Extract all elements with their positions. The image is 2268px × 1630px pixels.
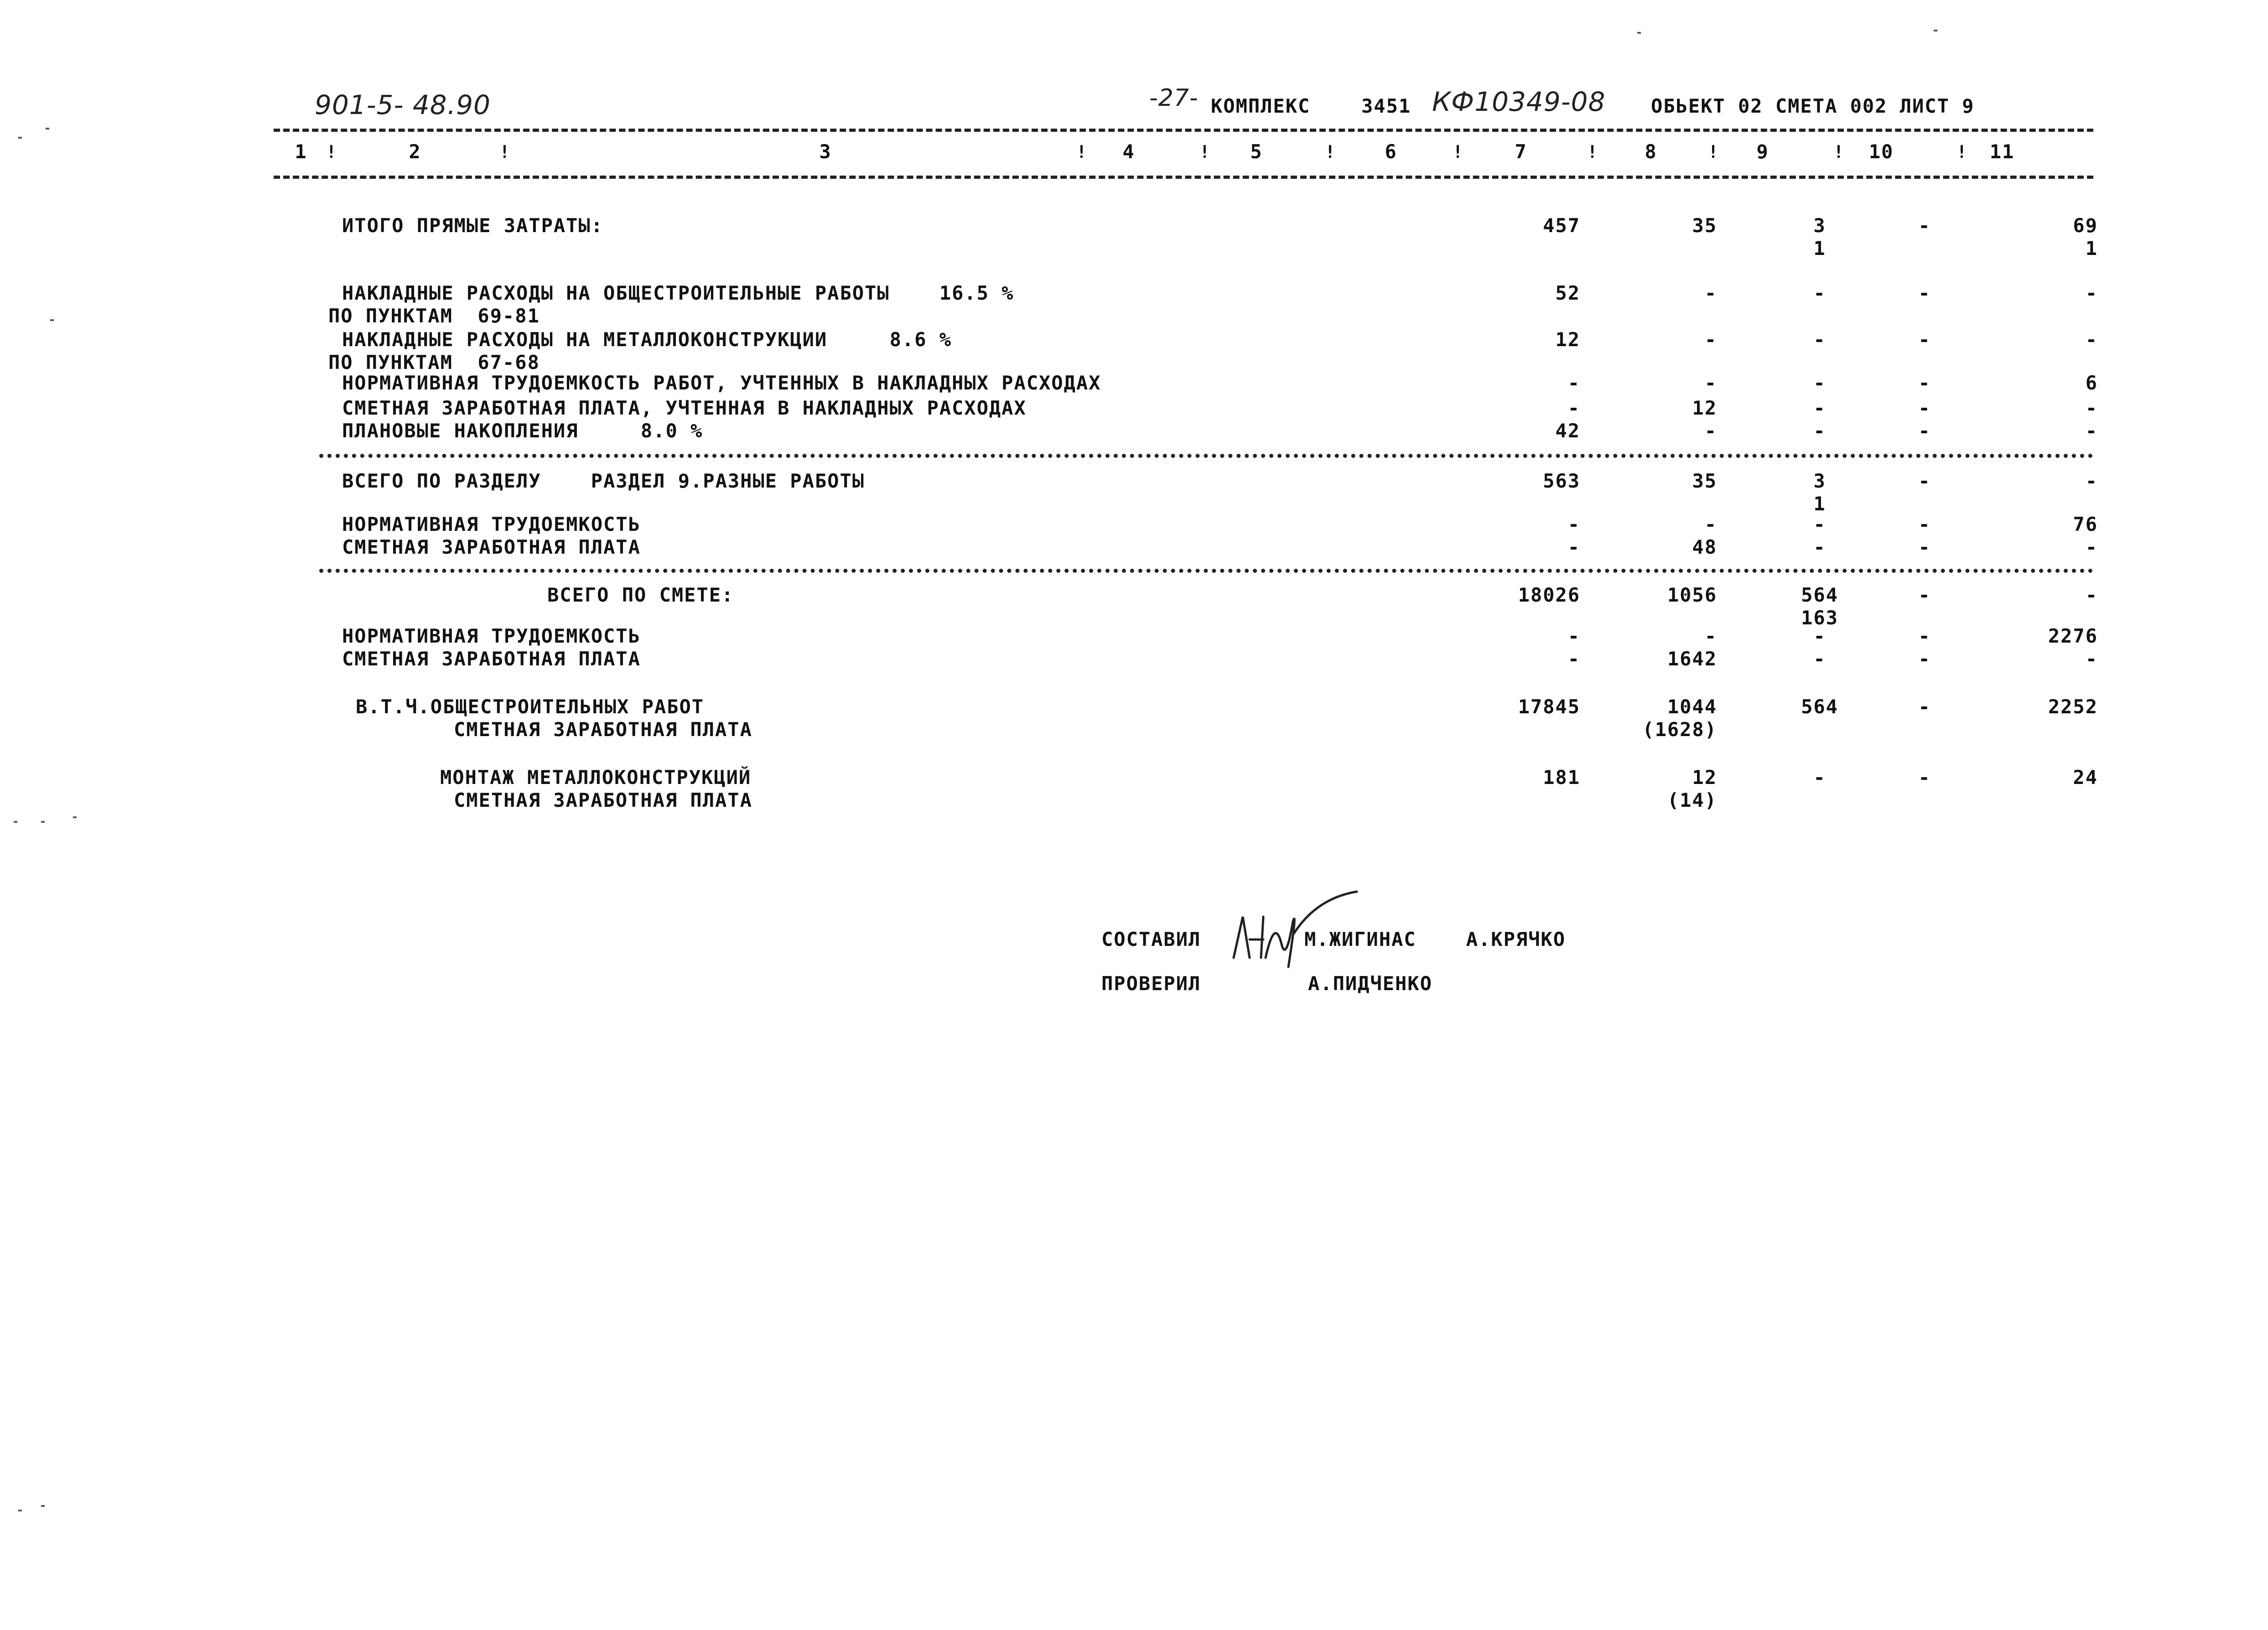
cell-col7: - — [1567, 536, 1580, 558]
cell-col9: - — [1813, 766, 1826, 789]
cell-col7: - — [1567, 397, 1580, 419]
cell-col7: 18026 — [1518, 584, 1580, 606]
cell-col9-sub: 1 — [1813, 237, 1826, 260]
cell-col10: - — [1918, 625, 1931, 647]
column-number: 2 — [409, 140, 421, 163]
cell-col8: 35 — [1692, 214, 1717, 237]
cell-col9: - — [1813, 648, 1826, 670]
column-number: 7 — [1515, 140, 1527, 163]
checked-by-label: ПРОВЕРИЛ — [1101, 972, 1201, 995]
cell-col11: - — [2085, 282, 2098, 304]
cell-col9: - — [1813, 536, 1826, 558]
cell-col8: 1642 — [1667, 648, 1717, 670]
cell-col8: 1044 — [1667, 696, 1717, 718]
page-number: -27- — [1149, 84, 1199, 112]
column-separator: ! — [499, 142, 510, 162]
cell-col9-sub: 163 — [1801, 607, 1838, 629]
cell-col9: - — [1813, 420, 1826, 442]
cell-col11: - — [2085, 420, 2098, 442]
column-separator: ! — [1833, 142, 1844, 162]
cell-col10: - — [1918, 584, 1931, 606]
row-label-continued: СМЕТНАЯ ЗАРАБОТНАЯ ПЛАТА — [454, 718, 753, 741]
cell-col8: - — [1704, 328, 1717, 351]
column-number: 5 — [1250, 140, 1263, 163]
cell-col11: 2252 — [2048, 696, 2098, 718]
row-label: НОРМАТИВНАЯ ТРУДОЕМКОСТЬ — [342, 625, 641, 647]
cell-col9: - — [1813, 282, 1826, 304]
column-separator: ! — [1587, 142, 1598, 162]
cell-col10: - — [1918, 766, 1931, 789]
row-label: ВСЕГО ПО РАЗДЕЛУ РАЗДЕЛ 9.РАЗНЫЕ РАБОТЫ — [342, 470, 865, 492]
cell-col10: - — [1918, 648, 1931, 670]
cell-col8-sub: (14) — [1667, 789, 1717, 811]
cell-col9: - — [1813, 513, 1826, 535]
cell-col11: - — [2085, 470, 2098, 492]
complex-number: 3451 — [1361, 95, 1412, 117]
compiled-by-names: М.ЖИГИНАС А.КРЯЧКО — [1304, 928, 1566, 950]
scan-speck — [18, 1510, 22, 1511]
cell-col8: - — [1704, 372, 1717, 394]
row-label: НОРМАТИВНАЯ ТРУДОЕМКОСТЬ РАБОТ, УЧТЕННЫХ В НАКЛАДНЫХ РАСХОДАХ — [342, 372, 1101, 394]
cell-col7: 181 — [1543, 766, 1580, 789]
row-label: СМЕТНАЯ ЗАРАБОТНАЯ ПЛАТА — [342, 536, 641, 558]
cell-col11: 2276 — [2048, 625, 2098, 647]
cell-col9: 3 — [1813, 470, 1826, 492]
cell-col11: - — [2085, 536, 2098, 558]
column-separator: ! — [1708, 142, 1718, 162]
row-label: МОНТАЖ МЕТАЛЛОКОНСТРУКЦИЙ — [440, 766, 752, 789]
handwritten-complex-code: КФ10349-08 — [1432, 86, 1606, 117]
cell-col11-sub: 1 — [2085, 237, 2098, 260]
cell-col7: - — [1567, 372, 1580, 394]
scan-speck — [50, 319, 54, 321]
scan-speck — [1637, 32, 1641, 34]
column-number: 10 — [1868, 140, 1894, 163]
cell-col8: - — [1704, 282, 1717, 304]
scan-speck — [73, 816, 77, 818]
cell-col10: - — [1918, 696, 1931, 718]
column-separator: ! — [326, 142, 337, 162]
scan-speck — [18, 137, 22, 139]
cell-col8: - — [1704, 625, 1717, 647]
cell-col8: - — [1704, 513, 1717, 535]
cell-col9: 564 — [1801, 584, 1838, 606]
cell-col7: 12 — [1555, 328, 1580, 351]
row-label: ПЛАНОВЫЕ НАКОПЛЕНИЯ 8.0 % — [342, 420, 703, 442]
cell-col9: - — [1813, 625, 1826, 647]
complex-label: КОМПЛЕКС — [1211, 95, 1311, 117]
column-number: 8 — [1645, 140, 1657, 163]
cell-col7: 563 — [1543, 470, 1580, 492]
scan-speck — [1934, 30, 1937, 31]
cell-col10: - — [1918, 536, 1931, 558]
cell-col7: - — [1567, 513, 1580, 535]
cell-col10: - — [1918, 282, 1931, 304]
cell-col7: 42 — [1555, 420, 1580, 442]
header-top-rule — [274, 129, 2093, 132]
cell-col11: 24 — [2073, 766, 2098, 789]
scan-speck — [41, 821, 45, 823]
row-label-continued: СМЕТНАЯ ЗАРАБОТНАЯ ПЛАТА — [454, 789, 753, 811]
scan-speck — [41, 1505, 45, 1507]
cell-col8: 12 — [1692, 397, 1717, 419]
cell-col7: 457 — [1543, 214, 1580, 237]
scan-speck — [14, 821, 17, 823]
column-number: 1 — [295, 140, 307, 163]
row-label: НОРМАТИВНАЯ ТРУДОЕМКОСТЬ — [342, 513, 641, 535]
cell-col8: 35 — [1692, 470, 1717, 492]
scan-speck — [46, 128, 49, 130]
cell-col7: - — [1567, 648, 1580, 670]
column-number: 6 — [1385, 140, 1397, 163]
cell-col8: 48 — [1692, 536, 1717, 558]
cell-col11: 6 — [2085, 372, 2098, 394]
cell-col11: - — [2085, 397, 2098, 419]
compiled-by-label: СОСТАВИЛ — [1101, 928, 1201, 950]
cell-col9: - — [1813, 328, 1826, 351]
cell-col10: - — [1918, 372, 1931, 394]
cell-col11: - — [2085, 328, 2098, 351]
row-label: НАКЛАДНЫЕ РАСХОДЫ НА МЕТАЛЛОКОНСТРУКЦИИ 8.6 % — [342, 328, 952, 351]
cell-col10: - — [1918, 420, 1931, 442]
header-bottom-rule — [274, 176, 2093, 179]
cell-col10: - — [1918, 328, 1931, 351]
cell-col9: - — [1813, 372, 1826, 394]
cell-col7: - — [1567, 625, 1580, 647]
row-label: В.Т.Ч.ОБЩЕСТРОИТЕЛЬНЫХ РАБОТ — [356, 696, 705, 718]
row-label: НАКЛАДНЫЕ РАСХОДЫ НА ОБЩЕСТРОИТЕЛЬНЫЕ РАБОТЫ 16.5 % — [342, 282, 1014, 304]
column-number: 3 — [819, 140, 832, 163]
row-label: ИТОГО ПРЯМЫЕ ЗАТРАТЫ: — [342, 214, 604, 237]
total-separator — [319, 569, 2093, 573]
cell-col8-sub: (1628) — [1642, 718, 1717, 741]
cell-col10: - — [1918, 513, 1931, 535]
column-separator: ! — [1325, 142, 1335, 162]
row-label-continued: ПО ПУНКТАМ 67-68 — [328, 351, 540, 374]
column-number: 11 — [1989, 140, 2015, 163]
cell-col8: 12 — [1692, 766, 1717, 789]
cell-col7: 52 — [1555, 282, 1580, 304]
cell-col10: - — [1918, 397, 1931, 419]
object-estimate-sheet: ОБЬЕКТ 02 СМЕТА 002 ЛИСТ 9 — [1651, 95, 1975, 117]
cell-col11: - — [2085, 584, 2098, 606]
column-number: 9 — [1756, 140, 1769, 163]
cell-col7: 17845 — [1518, 696, 1580, 718]
cell-col8: 1056 — [1667, 584, 1717, 606]
column-number: 4 — [1122, 140, 1135, 163]
cell-col11: 69 — [2073, 214, 2098, 237]
column-separator: ! — [1076, 142, 1087, 162]
row-label: СМЕТНАЯ ЗАРАБОТНАЯ ПЛАТА — [342, 648, 641, 670]
column-separator: ! — [1957, 142, 1967, 162]
checked-by-name: А.ПИДЧЕНКО — [1308, 972, 1432, 995]
row-label: СМЕТНАЯ ЗАРАБОТНАЯ ПЛАТА, УЧТЕННАЯ В НАКЛАДНЫХ РАСХОДАХ — [342, 397, 1027, 419]
section-separator — [319, 454, 2093, 458]
cell-col11: 76 — [2073, 513, 2098, 535]
row-label: ВСЕГО ПО СМЕТЕ: — [547, 584, 734, 606]
cell-col8: - — [1704, 420, 1717, 442]
handwritten-document-code: 901-5- 48.90 — [315, 89, 491, 120]
cell-col9-sub: 1 — [1813, 493, 1826, 515]
cell-col9: - — [1813, 397, 1826, 419]
cell-col9: 3 — [1813, 214, 1826, 237]
cell-col11: - — [2085, 648, 2098, 670]
cell-col10: - — [1918, 470, 1931, 492]
row-label-continued: ПО ПУНКТАМ 69-81 — [328, 305, 540, 327]
column-separator: ! — [1199, 142, 1210, 162]
cell-col9: 564 — [1801, 696, 1838, 718]
cell-col10: - — [1918, 214, 1931, 237]
column-separator: ! — [1453, 142, 1463, 162]
